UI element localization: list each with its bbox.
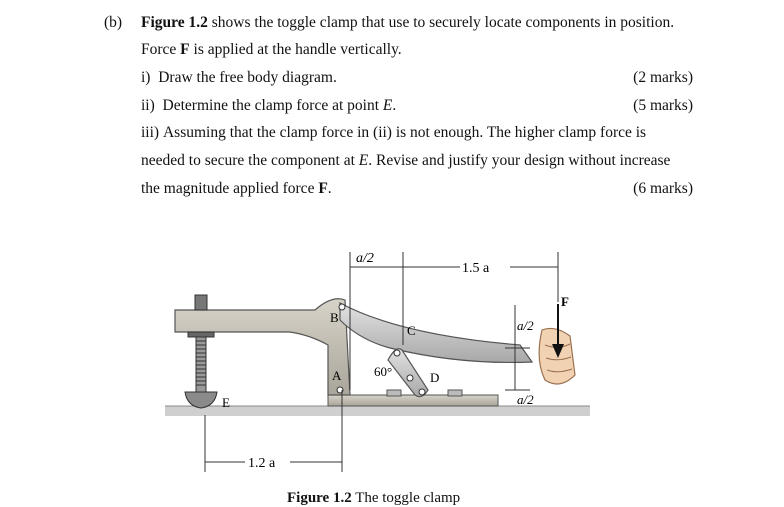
part-iii-force-symbol: F	[318, 180, 328, 197]
handle-lever	[340, 303, 532, 362]
part-ii-text: Determine the clamp force at point	[162, 97, 383, 114]
part-i	[141, 69, 337, 87]
part-ii-point: E	[382, 97, 393, 114]
question-label: (b)	[104, 14, 123, 31]
caption-bold: Figure 1.2	[287, 490, 352, 506]
part-iii-line3	[141, 180, 332, 198]
part-ii-marks: (5 marks)	[633, 97, 693, 114]
base-plate	[328, 395, 498, 406]
part-iii-marks: (6 marks)	[633, 180, 693, 197]
intro-text: shows the toggle clamp that use to securely locate components in position.	[207, 14, 675, 31]
label-c: C	[407, 323, 416, 338]
part-iii-text1: Assuming that the clamp force in (ii) is not enough. The higher clamp force is	[162, 124, 647, 141]
force-symbol: F	[180, 41, 190, 58]
dim-half-a-right-lower: a/2	[517, 392, 534, 407]
part-ii-suffix: .	[392, 97, 397, 114]
part-iii-text3: the magnitude applied force	[141, 180, 319, 197]
dim-one-two-a: 1.2 a	[248, 456, 276, 471]
part-iii-num: iii)	[141, 124, 160, 141]
label-e: E	[222, 395, 230, 410]
label-b: B	[330, 310, 339, 325]
part-iii-line2	[141, 152, 670, 170]
label-d: D	[430, 370, 440, 385]
caption-text: The toggle clamp	[351, 490, 461, 506]
screw-thread	[196, 337, 206, 392]
question-intro-line	[141, 14, 674, 32]
angle-label: 60°	[374, 364, 393, 379]
dim-half-a-top: a/2	[356, 251, 374, 266]
label-f: F	[561, 294, 569, 309]
dim-one-five-a: 1.5 a	[462, 261, 490, 276]
part-i-num: i)	[141, 69, 151, 86]
part-i-text: Draw the free body diagram.	[158, 69, 337, 86]
part-iii-text3-suffix: .	[327, 180, 332, 197]
figure-caption	[287, 490, 460, 507]
toggle-clamp-figure	[160, 240, 600, 485]
force-line	[141, 41, 402, 59]
label-a: A	[332, 368, 342, 383]
force-prefix: Force	[141, 41, 181, 58]
force-text: is applied at the handle vertically.	[189, 41, 402, 58]
part-ii	[141, 97, 396, 115]
figure-ref: Figure 1.2	[141, 14, 208, 31]
part-iii-line1	[141, 124, 646, 142]
part-iii-point: E	[358, 152, 369, 169]
part-iii-text2: needed to secure the component at	[141, 152, 359, 169]
pin-b	[339, 304, 345, 310]
part-ii-num: ii)	[141, 97, 155, 114]
dim-half-a-right-upper: a/2	[517, 318, 534, 333]
part-i-marks: (2 marks)	[633, 69, 693, 86]
part-iii-text2-suffix: . Revise and justify your design without increase	[368, 152, 671, 169]
